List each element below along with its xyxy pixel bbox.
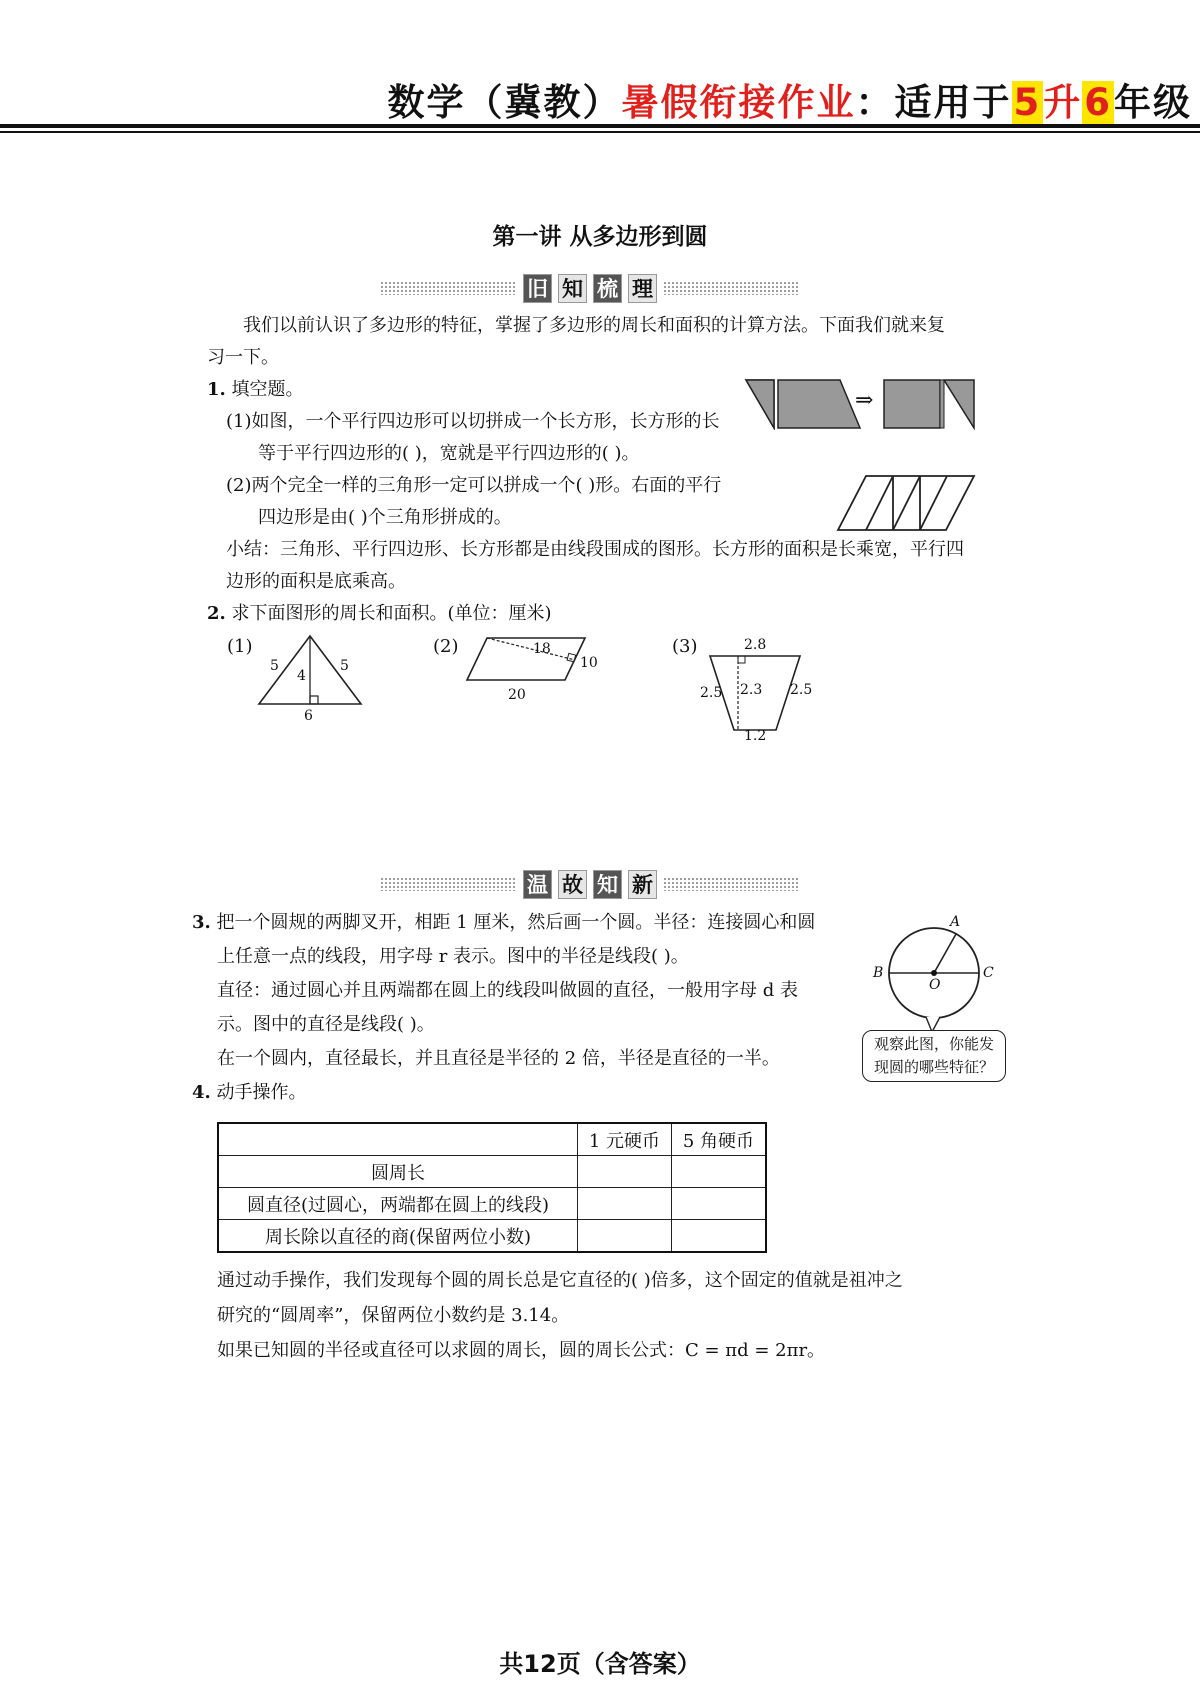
table-input-cell[interactable] bbox=[671, 1220, 766, 1253]
banner-char: 故 bbox=[558, 870, 587, 899]
triangle-divider bbox=[893, 476, 920, 530]
moved-triangle bbox=[944, 380, 974, 428]
table-row-label: 圆周长 bbox=[218, 1156, 578, 1188]
header-rise: 升 bbox=[1043, 81, 1083, 124]
triangle-divider bbox=[920, 476, 947, 530]
table-input-cell[interactable] bbox=[578, 1220, 672, 1253]
q1-label: 填空题。 bbox=[231, 379, 304, 400]
page-header bbox=[388, 72, 1193, 126]
header-grade-from: 5 bbox=[1013, 81, 1042, 124]
banner-char: 新 bbox=[628, 870, 657, 899]
table-header-cell: 1 元硬币 bbox=[578, 1123, 672, 1156]
q4-after-line1: 通过动手操作，我们发现每个圆的周长总是它直径的( )倍多，这个固定的值就是祖冲之 bbox=[217, 1270, 903, 1291]
q2-label: 求下面图形的周长和面积。(单位：厘米) bbox=[231, 603, 552, 624]
q2-fig2-diag: 18 bbox=[533, 641, 551, 657]
right-angle-mark bbox=[738, 656, 745, 663]
bubble-line: 现圆的哪些特征？ bbox=[873, 1058, 994, 1076]
table-input-cell[interactable] bbox=[671, 1156, 766, 1188]
q2-fig3-top: 2.8 bbox=[744, 637, 767, 653]
dashed-height bbox=[487, 638, 575, 660]
table-row bbox=[218, 1188, 766, 1220]
point-c-label: C bbox=[983, 965, 994, 981]
banner-char: 知 bbox=[558, 274, 587, 303]
q2-fig2-tag: (2) bbox=[433, 636, 459, 657]
q1-number: 1. bbox=[207, 379, 226, 400]
table-row bbox=[218, 1220, 766, 1253]
q2-fig3-bottom: 1.2 bbox=[744, 728, 767, 744]
intro-line: 习一下。 bbox=[207, 347, 279, 368]
radius-oa bbox=[934, 934, 956, 973]
q4-heading bbox=[192, 1082, 307, 1104]
q2-fig3-left: 2.5 bbox=[700, 685, 723, 701]
banner-char: 梳 bbox=[593, 274, 622, 303]
q4-number: 4. bbox=[192, 1082, 211, 1103]
q3-line5: 在一个圆内，直径最长，并且直径是半径的 2 倍，半径是直径的一半。 bbox=[217, 1048, 780, 1069]
header-subject: 数学（冀教） bbox=[387, 81, 622, 124]
q3-line4: 示。图中的直径是线段( )。 bbox=[217, 1014, 435, 1035]
rectangle-piece bbox=[884, 380, 940, 428]
q3-line2: 上任意一点的线段，用字母 r 表示。图中的半径是线段( )。 bbox=[217, 946, 689, 967]
triangle-divider bbox=[866, 476, 893, 530]
banner-char: 旧 bbox=[523, 274, 552, 303]
q2-fig1-right: 5 bbox=[340, 658, 349, 674]
q2-fig3-height: 2.3 bbox=[740, 682, 763, 698]
section-banner-new bbox=[380, 868, 800, 900]
q2-fig2-base: 20 bbox=[508, 687, 526, 703]
bubble-line: 观察此图，你能发 bbox=[873, 1035, 994, 1053]
page-footer: 共12页（含答案） bbox=[499, 1650, 701, 1678]
point-o-label: O bbox=[929, 977, 941, 993]
q2-fig1-base: 6 bbox=[304, 708, 313, 724]
q4-after-line3: 如果已知圆的半径或直径可以求圆的周长，圆的周长公式：C = πd = 2πr。 bbox=[217, 1340, 826, 1361]
banner-char: 理 bbox=[628, 274, 657, 303]
q3-line1 bbox=[192, 912, 815, 934]
header-grade-word: 年级 bbox=[1114, 81, 1192, 124]
banner-char: 温 bbox=[523, 870, 552, 899]
q4-after-line2: 研究的“圆周率”，保留两位小数约是 3.14。 bbox=[217, 1305, 570, 1326]
lesson-title: 第一讲 从多边形到圆 bbox=[492, 223, 708, 250]
table-header-cell bbox=[218, 1123, 578, 1156]
table-row bbox=[218, 1156, 766, 1188]
q2-fig3-right: 2.5 bbox=[790, 682, 813, 698]
q2-fig1-tag: (1) bbox=[227, 636, 253, 657]
table-row-label: 圆直径(过圆心，两端都在圆上的线段) bbox=[218, 1188, 578, 1220]
q2-parallelogram-figure bbox=[465, 636, 587, 682]
q3-number: 3. bbox=[192, 912, 211, 933]
table-input-cell[interactable] bbox=[578, 1188, 672, 1220]
rectangle-edge bbox=[940, 380, 944, 428]
parallelogram-piece bbox=[778, 380, 860, 428]
q4-label: 动手操作。 bbox=[216, 1082, 307, 1103]
q1-sub2-line2: 四边形是由( )个三角形拼成的。 bbox=[258, 507, 512, 528]
observation-bubble bbox=[862, 1030, 1006, 1082]
q3-line3: 直径：通过圆心并且两端都在圆上的线段叫做圆的直径，一般用字母 d 表 bbox=[217, 980, 798, 1001]
header-program: 暑假衔接作业 bbox=[621, 81, 856, 124]
table-row-label: 周长除以直径的商(保留两位小数) bbox=[218, 1220, 578, 1253]
banner-dots bbox=[380, 281, 517, 295]
coin-measurement-table bbox=[217, 1122, 767, 1253]
q2-fig1-height: 4 bbox=[297, 668, 306, 684]
q1-heading bbox=[207, 379, 304, 401]
q1-sub1-line2: 等于平行四边形的( )，宽就是平行四边形的( )。 bbox=[258, 443, 640, 464]
q2-fig1-left: 5 bbox=[270, 658, 279, 674]
q1-summary-line1: 小结：三角形、平行四边形、长方形都是由线段围成的图形。长方形的面积是长乘宽，平行四 bbox=[226, 539, 964, 560]
q2-fig2-side: 10 bbox=[580, 655, 598, 671]
right-angle-mark bbox=[567, 653, 575, 661]
q2-heading bbox=[207, 603, 552, 625]
center-point bbox=[931, 970, 937, 976]
right-angle-mark bbox=[310, 696, 318, 704]
q3-text: 把一个圆规的两脚叉开，相距 1 厘米，然后画一个圆。半径：连接圆心和圆 bbox=[216, 912, 816, 933]
header-grade-to: 6 bbox=[1084, 81, 1112, 124]
intro-line: 我们以前认识了多边形的特征，掌握了多边形的周长和面积的计算方法。下面我们就来复 bbox=[243, 315, 945, 336]
table-input-cell[interactable] bbox=[578, 1156, 672, 1188]
banner-char: 知 bbox=[593, 870, 622, 899]
q2-number: 2. bbox=[207, 603, 226, 624]
q1-sub2-line1: (2)两个完全一样的三角形一定可以拼成一个( )形。右面的平行 bbox=[226, 475, 722, 496]
point-b-label: B bbox=[873, 965, 884, 981]
header-rule-thin bbox=[0, 131, 1200, 133]
table-header-row bbox=[218, 1123, 766, 1156]
table-header-cell: 5 角硬币 bbox=[671, 1123, 766, 1156]
header-applies: ：适用于 bbox=[855, 81, 1012, 124]
triangles-parallelogram-figure bbox=[836, 474, 976, 532]
banner-dots bbox=[380, 877, 517, 891]
cut-triangle bbox=[746, 380, 774, 428]
q1-sub1-line1: (1)如图，一个平行四边形可以切拼成一个长方形，长方形的长 bbox=[226, 411, 720, 432]
banner-dots bbox=[663, 281, 800, 295]
banner-dots bbox=[663, 877, 800, 891]
section-banner-review bbox=[380, 272, 800, 304]
header-rule-thick bbox=[0, 124, 1200, 128]
q2-fig3-tag: (3) bbox=[672, 636, 698, 657]
q1-summary-line2: 边形的面积是底乘高。 bbox=[226, 571, 406, 592]
table-input-cell[interactable] bbox=[671, 1188, 766, 1220]
point-a-label: A bbox=[950, 914, 961, 930]
transform-arrow: ⇒ bbox=[855, 388, 874, 413]
